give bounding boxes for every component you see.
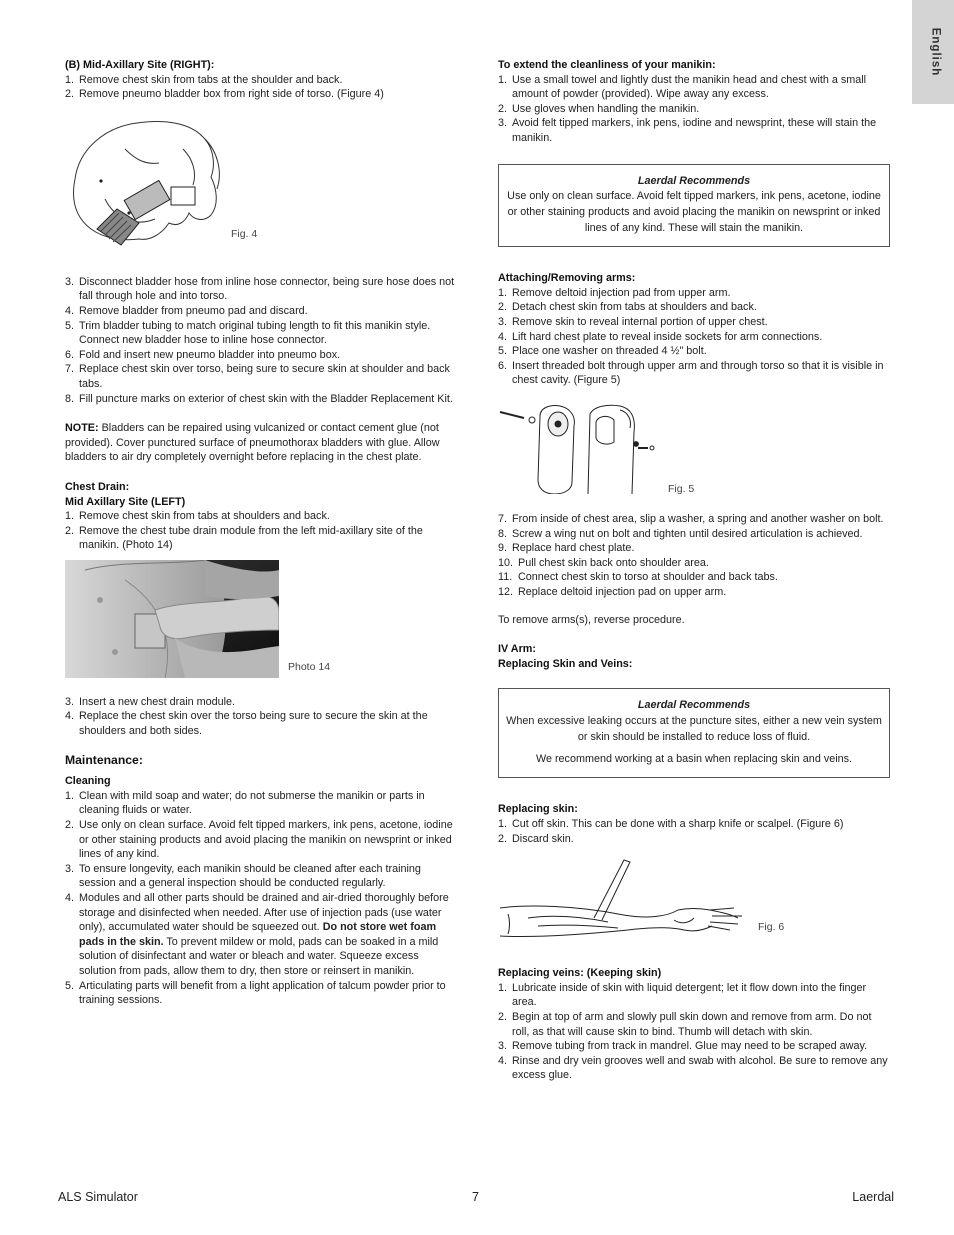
laerdal-recommends-box-2 xyxy=(498,688,890,778)
list-item: 7. From inside of chest area, slip a washer, a spring and another washer on bolt. xyxy=(498,512,884,525)
veins-heading: Replacing veins: (Keeping skin) xyxy=(498,967,662,980)
list-item: 4. Lift hard chest plate to reveal inside sockets for arm connections. xyxy=(498,330,823,343)
list-item: 2. Detach chest skin from tabs at shoulders and back. xyxy=(498,301,757,314)
list-item: 2. Begin at top of arm and slowly pull skin down and remove from arm. Do not roll, as that will cause skin to bind. Thumb will detach with skin. xyxy=(498,1011,872,1038)
list-item: 1. Remove chest skin from tabs at the shoulder and back. xyxy=(65,73,343,86)
list-item: 8. Screw a wing nut on bolt and tighten until desired articulation is achieved. xyxy=(498,527,863,540)
list-item: 3. Avoid felt tipped markers, ink pens, iodine and newsprint, these will stain the manikin. xyxy=(498,117,877,144)
figure-6 xyxy=(498,858,890,958)
cleaning-step-1: 1. Clean with mild soap and water; do not submerse the manikin or parts in cleaning fluids or water. xyxy=(65,789,425,817)
figure-4 xyxy=(65,119,457,265)
note-paragraph xyxy=(65,421,457,465)
midaxillary-steps-b xyxy=(65,275,457,406)
list-item: 9. Replace hard chest plate. xyxy=(498,542,635,555)
pneumo-bladder-box xyxy=(97,180,170,245)
maintenance-heading: Maintenance: xyxy=(65,752,143,767)
cleaning-step-3: 3. To ensure longevity, each manikin should be cleaned after each training session and a general inspection should be conducted regularly. xyxy=(65,862,421,890)
cleaning-step-2: 2. Use only on clean surface. Avoid felt tipped markers, ink pens, acetone, iodine or other staining products and avoid placing the manikin on newsprint or inked lines of any kind. xyxy=(65,819,453,861)
list-item: 4. Remove bladder from pneumo pad and discard. xyxy=(65,304,308,317)
list-item: 2. Discard skin. xyxy=(498,832,574,845)
photo-14 xyxy=(65,560,457,678)
language-tab-label: English xyxy=(929,27,942,77)
list-item: 6. Insert threaded bolt through upper arm and through torso so that it is visible in chest cavity. (Figure 5) xyxy=(498,359,884,387)
box-1-title: Laerdal Recommends xyxy=(637,174,751,187)
list-item: 4. Rinse and dry vein grooves well and swab with alcohol. Be sure to remove any excess glue. xyxy=(498,1054,888,1082)
list-item: 6. Fold and insert new pneumo bladder into pneumo box. xyxy=(65,348,341,361)
chest-drain-subheading: Mid Axillary Site (LEFT) xyxy=(65,495,186,508)
list-item: 2. Remove the chest tube drain module from the left mid-axillary site of the manikin. (Photo 14) xyxy=(65,524,423,552)
figure-5-illustration xyxy=(498,402,658,494)
replacing-skin-heading: Replacing skin: xyxy=(498,803,578,816)
footer-brand: Laerdal xyxy=(852,1190,894,1204)
list-item: 1. Cut off skin. This can be done with a sharp knife or scalpel. (Figure 6) xyxy=(498,818,844,831)
figure-4-caption: Fig. 4 xyxy=(231,227,258,240)
cleaning-steps xyxy=(65,789,457,1008)
photo-14-caption: Photo 14 xyxy=(288,660,331,673)
right-column xyxy=(498,58,890,1083)
list-item: 10. Pull chest skin back onto shoulder area. xyxy=(498,556,709,569)
list-item: 4. Replace the chest skin over the torso being sure to secure the skin at the shoulders and both sides. xyxy=(65,710,428,738)
box-2-title: Laerdal Recommends xyxy=(637,699,751,712)
arms-steps-a xyxy=(498,286,890,388)
language-tab xyxy=(912,0,954,104)
footer-product: ALS Simulator xyxy=(58,1190,138,1204)
list-item: 3. Remove skin to reveal internal portion of upper chest. xyxy=(498,315,768,328)
cleaning-step-4: 4. Modules and all other parts should be drained and air-dried thoroughly before storage and disinfected when needed. After use of injection pads (use water only), accumulated water should be squeezed out. Do not store wet foam pads in the skin. To prevent mildew or mold, pads can be soaked in a mild solution of disinfectant and water or bleach and water. Squeeze excess solution from pads, allow them to dry, then store or reinsert in manikin. xyxy=(65,892,449,977)
list-item: 12. Replace deltoid injection pad on upper arm. xyxy=(498,585,727,598)
iv-heading: IV Arm: xyxy=(498,643,536,656)
list-item: 3. Insert a new chest drain module. xyxy=(65,695,236,708)
replacing-skin-steps xyxy=(498,817,890,846)
list-item: 8. Fill puncture marks on exterior of chest skin with the Bladder Replacement Kit. xyxy=(65,392,453,405)
cleaning-step-5: 5. Articulating parts will benefit from a light application of talcum powder prior to training sessions. xyxy=(65,979,446,1007)
extend-heading: To extend the cleanliness of your manikin: xyxy=(498,59,716,71)
box-2-text-2: We recommend working at a basin when replacing skin and veins. xyxy=(535,752,853,765)
list-item: 1. Lubricate inside of skin with liquid detergent; let it flow down into the finger area. xyxy=(498,981,867,1009)
chest-drain-heading: Chest Drain: xyxy=(65,480,130,493)
iv-subheading: Replacing Skin and Veins: xyxy=(498,657,633,670)
list-item: 7. Replace chest skin over torso, being sure to secure skin at shoulder and back tabs. xyxy=(65,363,450,390)
midaxillary-heading: (B) Mid-Axillary Site (RIGHT): xyxy=(65,59,215,71)
laerdal-recommends-box-1 xyxy=(498,164,890,248)
note-text: Bladders can be repaired using vulcanized or contact cement glue (not provided). Cover punctured surface of pneumothorax bladders with glue. Allow bladders to air dry completely overnight before replacing in the chest plate. xyxy=(65,422,440,464)
footer-page-number: 7 xyxy=(472,1190,479,1204)
veins-steps xyxy=(498,981,890,1083)
remove-arms-text: To remove arms(s), reverse procedure. xyxy=(498,614,685,627)
list-item: 1. Use a small towel and lightly dust the manikin head and chest with a small amount of powder (provided). Wipe away any excess. xyxy=(498,73,867,101)
arms-steps-b xyxy=(498,512,890,600)
list-item: 11. Connect chest skin to torso at shoulder and back tabs. xyxy=(498,571,778,584)
extend-steps xyxy=(498,73,890,146)
figure-4-illustration xyxy=(65,119,235,259)
list-item: 2. Use gloves when handling the manikin. xyxy=(498,102,700,115)
chest-drain-steps-a xyxy=(65,509,457,553)
list-item: 5. Trim bladder tubing to match original tubing length to fit this manikin style. Connect new bladder hose to inline hose connector. xyxy=(65,319,431,347)
figure-5-caption: Fig. 5 xyxy=(668,482,695,495)
note-label: NOTE: xyxy=(65,422,99,435)
box-1-text: Use only on clean surface. Avoid felt tipped markers, ink pens, acetone, iodine or other staining products and avoid placing the manikin on newsprint or inked lines of any kind. These will stain the manikin. xyxy=(507,190,881,235)
figure-5 xyxy=(498,402,890,502)
cleaning-heading: Cleaning xyxy=(65,775,111,788)
list-item: 2. Remove pneumo bladder box from right side of torso. (Figure 4) xyxy=(65,88,384,101)
photo-14-image xyxy=(65,560,279,678)
list-item: 5. Place one washer on threaded 4 ½" bolt. xyxy=(498,345,707,358)
figure-6-illustration xyxy=(498,858,748,948)
figure-6-caption: Fig. 6 xyxy=(758,921,785,934)
chest-drain-steps-b xyxy=(65,695,457,739)
list-item: 3. Remove tubing from track in mandrel. Glue may need to be scraped away. xyxy=(498,1040,868,1053)
list-item: 3. Disconnect bladder hose from inline hose connector, being sure hose does not fall through hole and into torso. xyxy=(65,275,455,303)
left-column xyxy=(65,58,457,1008)
list-item: 1. Remove deltoid injection pad from upper arm. xyxy=(498,286,731,299)
midaxillary-steps-a xyxy=(65,73,457,102)
box-2-text-1: When excessive leaking occurs at the puncture sites, either a new vein system or skin should be installed to reduce loss of fluid. xyxy=(506,714,882,743)
arms-heading: Attaching/Removing arms: xyxy=(498,272,636,285)
list-item: 1. Remove chest skin from tabs at shoulders and back. xyxy=(65,510,330,523)
